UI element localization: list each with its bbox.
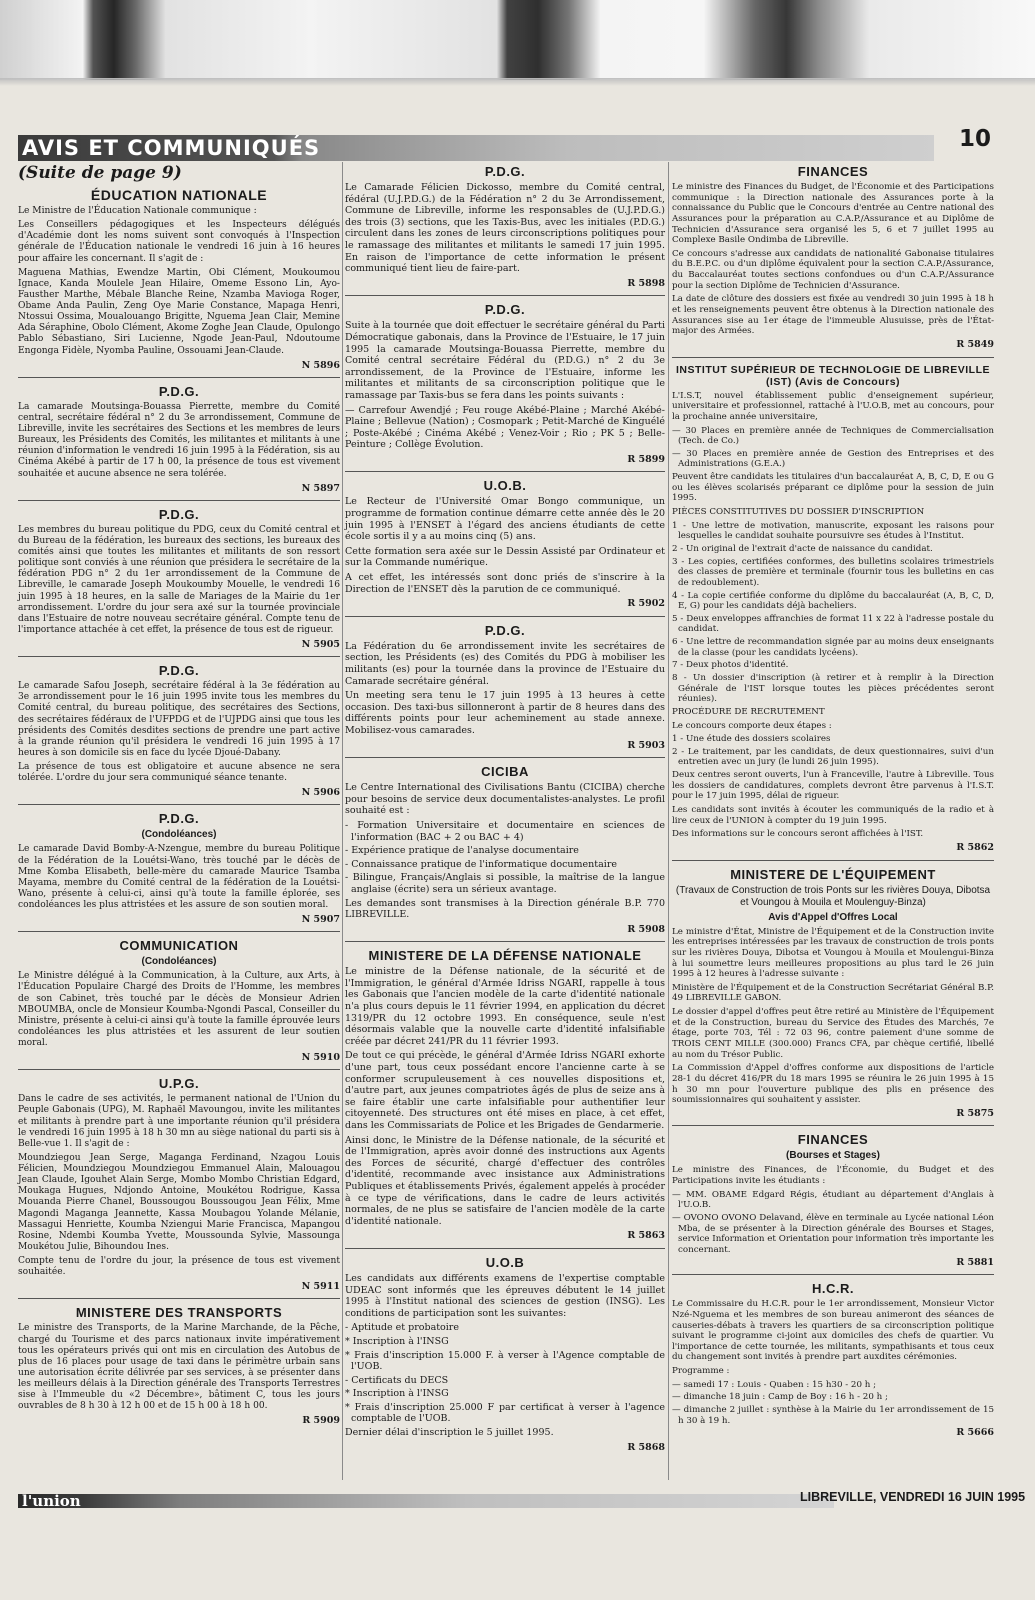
list-item: * Inscription à l'INSG <box>345 1388 449 1400</box>
notice-heading: P.D.G. <box>158 663 200 679</box>
notice-heading: FINANCES <box>797 164 869 179</box>
notice-text: Deux centres seront ouverts, l'un à Franceville, l'autre à Libreville. Tous les dossiers de candidatures, complets devront être parvenus à l'I.S.T. pour le 17 juin 1995, délai de rigueur. <box>672 770 994 802</box>
notice-text: Le ministre des Finances du Budget, de l'Économie et des Participations communique : la Direction nationale des Assurances porte à la connaissance du Public que le Concours d'entrée au Centre national des Assurances pour la préparation au C.A.P./Assurance et au Diplôme de Technicien d'Assurance sera organisé les 5, 6 et 7 juillet 1995 au Complexe Basile Ondimba de Libreville. <box>672 182 994 246</box>
list-item: — OVONO OVONO Delavand, élève en terminale au Lycée national Léon Mba, de se présenter à la Direction générale des Bourses et Stages, service Information et Orientation pour information très importante les concernant. <box>672 1213 994 1255</box>
notice-text: Les membres du bureau politique du PDG, ceux du Comité central et du Bureau de la fédération, les bureaux des sections, les bureaux des comités ainsi que toutes les militantes et militants de son ressort politique sont conviés à une réunion que présidera le secrétaire de la fédération PDG n° 2 du 1er arrondissement de la Commune de Libreville, le camarade Joseph Moukoumby Mouelle, le vendredi 16 juin 1995 à 18 heures, en la salle de Mariages de la Mairie du 1er arrondissement. L'ordre du jour sera axé sur la tournée provinciale dans l'Estuaire de notre nouveau secrétaire général. Compte tenu de l'importance attachée à cet effet, la présence de tous est de rigueur. <box>18 524 340 635</box>
list-item: — 30 Places en première année de Techniques de Commercialisation (Tech. de Co.) <box>672 425 994 447</box>
notice-transports <box>18 1305 340 1432</box>
column-1 <box>18 160 340 1439</box>
notice-finances-bourses <box>672 1132 994 1275</box>
notice-text: La Fédération du 6e arrondissement invite les secrétaires de section, les Présidents (es) des Comités du PDG à mobiliser les militants (es) pour la tournée dans la province de l'Estuaire du Camarade secrétaire général. <box>345 640 665 687</box>
list-item: — samedi 17 : Louis - Quaben : 15 h30 - 20 h ; <box>672 1379 877 1390</box>
notice-pdg <box>18 384 340 501</box>
notice-ref: N 5910 <box>301 1052 340 1064</box>
notice-ref: N 5906 <box>301 787 340 799</box>
notice-text: Le camarade Safou Joseph, secrétaire fédéral à la 3e fédération au 3e arrondissement pour le 16 juin 1995 invite tous les membres du Comité central, du bureau politique, des secrétaires des Sections, des secrétaires fédéraux de l'UFPDG et de l'UJPDG ainsi que tous les présidents des Comités desdites sections de prendre une part active à la grande réunion qu'il présidera le vendredi 16 juin 1995 à 17 heures à son domicile sis en face du lycée Djoué-Dabany. <box>18 681 340 758</box>
list-item: - Connaissance pratique de l'informatique documentaire <box>345 858 617 870</box>
notice-uob-udeac <box>345 1255 665 1459</box>
list-item: 7 - Deux photos d'identité. <box>672 660 789 671</box>
notice-subheading: (Condoléances) <box>141 829 217 841</box>
notice-upg <box>18 1076 340 1299</box>
notice-text: Peuvent être candidats les titulaires d'un baccalauréat A, B, C, D, E ou G ou les élèves scolarisés préparant ce diplôme pour la session de juin 1995. <box>672 472 994 504</box>
notice-text: Le ministre des Finances, de l'Économie, du Budget et des Participations invite les étudiants : <box>672 1165 994 1187</box>
notice-text: Des informations sur le concours seront affichées à l'IST. <box>672 829 924 840</box>
notice-ref: R 5909 <box>302 1415 340 1427</box>
notice-heading: H.C.R. <box>812 1281 854 1297</box>
notice-text: Le ministre de la Défense nationale, de la sécurité et de l'Immigration, le général d'Armée Idriss NGARI, rappelle à tous les Gabonais que l'ancien modèle de la carte d'identité nationale n'a plus cours depuis le 11 février 1994, en application du décret 1319/PR du 12 octobre 1993. En conséquence, seule n'est désormais valable que la nouvelle carte d'identité infalsifiable créée par décret 241/PR du 11 février 1993. <box>345 966 665 1047</box>
notice-text: Le Ministre de l'Éducation Nationale communique : <box>18 206 257 216</box>
notice-text: Les Conseillers pédagogiques et les Inspecteurs délégués d'Académie dont les noms suivent sont convoqués à l'Inspection générale de l'Éducation nationale le vendredi 16 juin à 16 heures pour affaire les concernant. Il s'agit de : <box>18 220 340 264</box>
notice-heading: P.D.G. <box>158 506 200 522</box>
list-item: - Certificats du DECS <box>345 1374 449 1386</box>
notice-heading: P.D.G. <box>484 164 526 179</box>
footer-date: LIBREVILLE, VENDREDI 16 JUIN 1995 <box>800 1490 1026 1504</box>
notice-heading: P.D.G. <box>484 302 526 318</box>
list-item: 8 - Un dossier d'inscription (à retirer et à remplir à la Direction Générale de l'IST lorsque toutes les pièces précédentes seront réunies). <box>672 672 994 705</box>
notice-text: A cet effet, les intéressés sont donc priés de s'inscrire à la Direction de l'ENSET dès la parution de ce communiqué. <box>345 572 665 595</box>
list-item: - Bilingue, Français/Anglais si possible, la maîtrise de la langue anglaise (écrite) sera un sérieux avantage. <box>345 872 665 895</box>
notice-heading: P.D.G. <box>158 811 200 827</box>
scan-top-edge <box>0 0 1035 80</box>
list-item: 1 - Une étude des dossiers scolaires <box>672 734 831 745</box>
notice-text: Ainsi donc, le Ministre de la Défense nationale, de la sécurité et de l'Immigration, après avoir donné des instructions aux Agents des Forces de sécurité, chargé d'effectuer des contrôles d'identité, recommande avec insistance aux Administrations Publiques et établissements Privés, également appelés à procéder à ce type de vérifications, dans le cadre de leurs activités normales, de ne plus se satisfaire de l'ancien modèle de la carte d'identité nationale. <box>345 1134 665 1227</box>
notice-text: Les candidats sont invités à écouter les communiqués de la radio et à lire ceux de l'UNION à compter du 19 juin 1995. <box>672 805 994 826</box>
notice-text: PIÈCES CONSTITUTIVES DU DOSSIER D'INSCRIPTION <box>672 507 925 518</box>
notice-heading: COMMUNICATION <box>119 938 239 954</box>
notice-text: De tout ce qui précède, le général d'Armée Idriss NGARI exhorte d'une part, tous ceux possédant encore l'ancienne carte à se conformer scrupuleusement à ces nouvelles dispositions et, d'autre part, aux jeunes compatriotes âgés de plus de seize ans à se faire établir une carte infalsifiable pour authentifier leur citoyenneté. Des structures ont été mises en place, à cet effet, dans les Commissariats de Police et les Brigades de Gendarmerie. <box>345 1050 665 1131</box>
list-item: 2 - Le traitement, par les candidats, de deux questionnaires, suivi d'un entretien avec un jury (le lundi 26 juin 1995). <box>672 746 994 768</box>
notice-text: Programme : <box>672 1366 730 1377</box>
notice-defense <box>345 948 665 1249</box>
list-item: - Formation Universitaire et documentaire en sciences de l'information (BAC + 2 ou BAC + 4) <box>345 819 665 843</box>
notice-heading: P.D.G. <box>484 622 526 638</box>
notice-text: Suite à la tournée que doit effectuer le secrétaire général du Parti Démocratique gabonais, dans la Province de l'Estuaire, le 17 juin 1995 la camarade Moutsinga-Bouassa Pierrette, membre du Comité central secrétaire Fédéral du (P.D.G.) n° 2 du 3e arrondissement, de la Province de l'Estuaire, informe les militantes et militants de sa circonscription politique que le ramassage par Taxis-bus se fera dans les points suivants : <box>345 320 665 401</box>
notice-heading: CICIBA <box>481 764 529 780</box>
notice-subheading: Avis d'Appel d'Offres Local <box>768 911 898 923</box>
list-item: 3 - Les copies, certifiées conformes, des bulletins scolaires trimestriels des classes de première et terminale (fournir tous les bulletins en cas de redoublement). <box>672 556 994 588</box>
notice-ref: N 5907 <box>301 914 340 926</box>
notice-heading: U.P.G. <box>158 1076 200 1092</box>
notice-ref: R 5908 <box>627 923 665 935</box>
notice-text: Le Recteur de l'Université Omar Bongo communique, un programme de formation continue démarre cette année dès le 20 juin 1995 à l'ENSET à l'égard des anciens étudiants de cette école sortis il y a au moins cinq (5) ans. <box>345 496 665 543</box>
notice-text: Ministère de l'Équipement et de la Construction Secrétariat Général B.P. 49 LIBREVILLE GABON. <box>672 982 994 1004</box>
notice-text: Moundziegou Jean Serge, Maganga Ferdinand, Nzagou Louis Félicien, Moundziegou Moundziegou Emmanuel Alain, Malouagou Jean Claude, Igouhet Alain Serge, Mombo Mombo Christian Edgard, Moukaga Hugues, Ndjondo Antoine, Moukétou Rodrigue, Kassa Mouanda Pierre Chanel, Boussougou Boussougou Jean Félix, Mme Magondi Maganga Jeannette, Kassa Moubagou Yolande Mélanie, Massagui Henriette, Koumba Nziengui Marie Francisca, Mapangou Rosine, Ndembi Koumba Yvette, Moussounda Sylvie, Massounga Moukétou Julie, Bihoundou Ines. <box>18 1152 340 1252</box>
notice-text: L'I.S.T, nouvel établissement public d'enseignement supérieur, universitaire et professionnel, rattaché à l'U.O.B, met au concours, pour la prochaine année universitaire, <box>672 390 994 422</box>
notice-text: Le ministre d'État, Ministre de l'Équipement et de la Construction invite les entreprises intéressées par les travaux de construction de trois ponts sur les rivières Douya, Dibotsa et Voungou à Mouila et Moulengui-Binza à lui soumettre leurs meilleures propositions au plus tard le 26 juin 1995 à 12 heures à l'adresse suivante : <box>672 926 994 980</box>
notice-ref: R 5863 <box>627 1230 665 1242</box>
notice-heading: INSTITUT SUPÉRIEUR DE TECHNOLOGIE DE LIBREVILLE (IST) (Avis de Concours) <box>675 363 991 388</box>
notice-ref: R 5898 <box>627 277 665 289</box>
notice-heading: P.D.G. <box>158 383 200 399</box>
continuation-note: (Suite de page 9) <box>18 163 182 183</box>
notice-text: Cette formation sera axée sur le Dessin Assisté par Ordinateur et sur la Commande numérique. <box>345 545 665 569</box>
notice-text: Dans le cadre de ses activités, le permanent national de l'Union du Peuple Gabonais (UPG), M. Raphaël Mavoungou, invite les militantes et militants à prendre part à une importante réunion qu'il présidera le vendredi 16 juin 1995 à 18 h 30 mn au siège national du parti sis à Belle-vue 1. Il s'agit de : <box>18 1094 340 1149</box>
notice-heading: MINISTERE DE LA DÉFENSE NATIONALE <box>368 948 642 964</box>
notice-education <box>18 188 340 378</box>
notice-text: Le Ministre délégué à la Communication, à la Culture, aux Arts, à l'Éducation Populaire Chargé des Droits de l'Homme, les membres de son Cabinet, très touché par le décès de Monsieur Adrien MBOUMBA, oncle de Monsieur Koumba-Ngondi Pascal, Conseiller du Ministre, présente à celui-ci ainsi qu'à toute la famille éprouvée leurs condoléances les plus attristées et les assurent de leur soutien moral. <box>18 971 340 1048</box>
notice-subheading: (Travaux de Construction de trois Ponts sur les rivières Douya, Dibotsa et Voungou à Mouila et Moulenguy-Binza) <box>675 884 991 908</box>
notice-ciciba <box>345 764 665 942</box>
notice-text: Le Commissaire du H.C.R. pour le 1er arrondissement, Monsieur Victor Nzé-Nguema et les membres de son bureau animeront des séances de causeries-débats à travers les quartiers de sa circonscription politique suivant le programme ci-joint aux domiciles des chefs de quartier. Vu l'importance de cette tournée, les militants, sympathisants et tous ceux du changement sont invités à prendre part auxdites cérémonies. <box>672 1299 994 1363</box>
newspaper-logo: l'union <box>22 1492 81 1510</box>
notice-heading: U.O.B. <box>483 478 527 494</box>
notice-equipement <box>672 867 994 1127</box>
notice-heading: U.O.B <box>485 1254 525 1270</box>
notice-ref: R 5902 <box>627 598 665 610</box>
notice-pdg <box>345 164 665 296</box>
notice-heading: MINISTERE DES TRANSPORTS <box>75 1305 283 1321</box>
footer-bar <box>18 1494 834 1508</box>
notice-text: — Carrefour Awendjé ; Feu rouge Akébé-Plaine ; Marché Akébé-Plaine ; Bellevue (Nation) ; Cosmopark ; Petit-Marché de Kinguélé ; Poste-Akébé ; Cinéma Akébé ; Venez-Voir ; Rio ; PK 5 ; Belle-Peinture ; Collège Évolution. <box>345 404 665 451</box>
notice-text: La camarade Moutsinga-Bouassa Pierrette, membre du Comité central, secrétaire fédéral n° 2 du 3e arrondissement, Commune de Libreville, invite les secrétaires des Sections et les membres de leurs Bureaux, les Présidents des Comités, les militantes et militants à une réunion d'information le vendredi 16 juin 1995 à la Fédération, sis au Cinéma Akébé à partir de 17 h 00, la présence de tous est vivement souhaitée et aucune absence ne sera tolérée. <box>18 401 340 479</box>
notice-text: Maguena Mathias, Ewendze Martin, Obi Clément, Moukoumou Ignace, Kanda Moulele Jean Hilaire, Omeme Essono Lin, Ayo-Fausther Marthe, Mébale Blanche Reine, Nzamba Mavioga Roger, Obame Anda Paulin, Zeng Oye Marie Constance, Mapaga Henri, Ntossui Ossima, Moualouango Brigitte, Nguema Jean Clair, Memine Ada Séraphine, Obolo Clément, Akome Zoghe Jean Claude, Opulongo Pablo Sébastiano, Siri Lucienne, Ngode Jean-Paul, Ndoutoume Engonga Fidèle, Nyomba Pauline, Ossouami Jean-Claude. <box>18 267 340 356</box>
list-item: 6 - Une lettre de recommandation signée par au moins deux enseignants de la classe (pour les candidats lycéens). <box>672 637 994 658</box>
page-number: 10 <box>958 126 991 152</box>
list-item: 4 - La copie certifiée conforme du diplôme du baccalauréat (A, B, C, D, E, G) pour les candidats déjà bacheliers. <box>672 590 994 612</box>
notice-text: Le camarade David Bomby-A-Nzengue, membre du bureau Politique de la Fédération de la Louétsi-Wano, très touché par le décès de Mme Komba Elisabeth, belle-mère du camarade Maurice Tsamba Mayama, membre du Comité central de la fédération de la Louétsi-Wano, présente à celui-ci, ainsi qu'à toute la famille éplorée, ses condoléances les plus attristées et les assure de son soutien moral. <box>18 844 340 910</box>
notice-pdg <box>345 302 665 472</box>
notice-communication <box>18 938 340 1070</box>
list-item: — dimanche 18 juin : Camp de Boy : 16 h - 20 h ; <box>672 1392 888 1403</box>
notice-heading: MINISTERE DE L'ÉQUIPEMENT <box>730 866 936 882</box>
notice-ref: R 5881 <box>956 1256 994 1268</box>
notice-ref: N 5896 <box>301 359 340 371</box>
notice-text: La Commission d'Appel d'offres conforme aux dispositions de l'article 28-1 du décret 416/PR du 18 mars 1995 se réunira le 26 juin 1995 à 15 h 30 mn pour l'ouverture publique des plis en présence des soumissionnaires qui souhaitent y assister. <box>672 1063 994 1106</box>
notice-text: La présence de tous est obligatoire et aucune absence ne sera tolérée. L'ordre du jour sera communiqué séance tenante. <box>18 762 340 784</box>
list-item: — dimanche 2 juillet : synthèse à la Mairie du 1er arrondissement de 15 h 30 à 19 h. <box>672 1405 994 1426</box>
list-item: * Frais d'inscription 15.000 F. à verser à l'Agence comptable de l'UOB. <box>345 1349 665 1373</box>
column-2 <box>345 160 665 1465</box>
list-item: — MM. OBAME Edgard Régis, étudiant au département d'Anglais à l'U.O.B. <box>672 1189 994 1211</box>
notice-text: Compte tenu de l'ordre du jour, la présence de tous est vivement souhaitée. <box>18 1256 340 1278</box>
notice-ref: N 5897 <box>301 482 340 494</box>
notice-text: Le Camarade Félicien Dickosso, membre du Comité central, fédéral (U.J.P.D.G.) de la Fédération n° 2 du 3e Arrondissement, Commune de Libreville, informe les responsables de (U.J.P.D.G.) des trois (3) sections, que les Taxis-Bus, avec les initiales (P.D.G.) circulent dans les zones de leurs circonscriptions politiques pour le ramassage des militantes et militants le samedi 17 juin 1995. En raison de l'importance de cette information le présent communiqué tient lieu de faire-part. <box>345 182 665 275</box>
list-item: — 30 Places en première année de Gestion des Entreprises et des Administrations (G.E.A.) <box>672 448 994 470</box>
notice-ref: N 5905 <box>301 639 340 650</box>
notice-ref: N 5911 <box>301 1281 340 1293</box>
list-item: * Inscription à l'INSG <box>345 1335 449 1347</box>
column-3 <box>672 160 994 1451</box>
notice-pdg <box>345 623 665 758</box>
notice-text: Ce concours s'adresse aux candidats de nationalité Gabonaise titulaires du B.E.P.C. ou d'un diplôme équivalent pour la section C.A.P./Assurance, du Baccalauréat toutes sections confondues ou d'un C.A.P./Assurance pour la section Diplôme de Technicien d'Assurance. <box>672 248 994 291</box>
notice-finances <box>672 164 994 358</box>
notice-ref: R 5868 <box>627 1441 665 1453</box>
notice-text: PROCÉDURE DE RECRUTEMENT <box>672 706 825 717</box>
notice-text: Dernier délai d'inscription le 5 juillet 1995. <box>345 1427 554 1439</box>
notice-ref: R 5849 <box>956 338 994 350</box>
notice-text: Le ministre des Transports, de la Marine Marchande, de la Pêche, chargé du Tourisme et des parcs nationaux invite impérativement tous les opérateurs privés qui ont mis en circulation des Autobus de plus de 16 places pour usage de taxi dans le périmètre urbain sans une autorisation écrite délivrée par ses services, à se présenter dans les meilleurs délais à la Direction générale des Transports Terrestres sise à l'Immeuble du «2 Décembre», bâtiment C, tous les jours ouvrables de 8 h 30 à 12 h 00 et de 15 h 00 à 18 h 00. <box>18 1323 340 1412</box>
list-item: - Expérience pratique de l'analyse documentaire <box>345 845 579 857</box>
notice-text: Le Centre International des Civilisations Bantu (CICIBA) cherche pour besoins de service deux documentalistes-analystes. Le profil souhaité est : <box>345 782 665 817</box>
notice-ref: R 5903 <box>627 739 665 751</box>
notice-pdg <box>18 663 340 805</box>
notice-ref: R 5862 <box>956 841 994 853</box>
notice-text: Le dossier d'appel d'offres peut être retiré au Ministère de l'Équipement et de la Construction, bureau du Service des Études des Marchés, 7e étage, porte 703, Tél : 72 03 96, contre paiement d'une somme de TROIS CENT MILLE (300.000) Francs CFA, par chèque certifié, libellé au nom du Trésor Public. <box>672 1007 994 1060</box>
notice-text: Les demandes sont transmises à la Direction générale B.P. 770 LIBREVILLE. <box>345 897 665 921</box>
notice-uob <box>345 478 665 616</box>
list-item: * Frais d'inscription 25.000 F par certificat à verser à l'agence comptable de l'UOB. <box>345 1401 665 1425</box>
notice-pdg <box>18 507 340 657</box>
column-rule <box>342 162 343 1480</box>
notice-text: Le concours comporte deux étapes : <box>672 720 832 731</box>
notice-ref: R 5899 <box>627 453 665 465</box>
notice-heading: ÉDUCATION NATIONALE <box>90 187 268 203</box>
notice-pdg-condoleances <box>18 811 340 932</box>
list-item: - Aptitude et probatoire <box>345 1322 459 1334</box>
notice-text: Les candidats aux différents examens de l'expertise comptable UDEAC sont informés que les épreuves débutent le 14 juillet 1995 à l'Institut national des sciences de gestion (INSG). Les conditions de participation sont les suivantes: <box>345 1272 665 1319</box>
section-title: AVIS ET COMMUNIQUÉS <box>22 136 321 160</box>
list-item: 1 - Une lettre de motivation, manuscrite, exposant les raisons pour lesquelles le candidat souhaite poursuivre ses études à l'Institut. <box>672 520 994 542</box>
notice-ref: R 5666 <box>956 1427 994 1439</box>
notice-text: La date de clôture des dossiers est fixée au vendredi 30 juin 1995 à 18 h et les renseignements peuvent être obtenus à la Direction nationale des Assurances sise au 1er étage de l'immeuble Alusuisse, près de l'État-major des Armées. <box>672 294 994 337</box>
notice-hcr <box>672 1281 994 1445</box>
list-item: 5 - Deux enveloppes affranchies de format 11 x 22 à l'adresse postale du candidat. <box>672 613 994 635</box>
notice-ist <box>672 364 994 861</box>
column-rule <box>668 162 669 1480</box>
notice-text: Un meeting sera tenu le 17 juin 1995 à 13 heures à cette occasion. Des taxi-bus sillonneront à partir de 8 heures dans des différents points pour leur acheminement au stade annexe. Mobilisez-vous camarades. <box>345 690 665 736</box>
notice-heading: FINANCES <box>797 1132 869 1148</box>
list-item: 2 - Un original de l'extrait d'acte de naissance du candidat. <box>672 543 933 554</box>
notice-subheading: (Bourses et Stages) <box>786 1150 880 1162</box>
notice-subheading: (Condoléances) <box>141 956 217 968</box>
notice-ref: R 5875 <box>956 1107 994 1119</box>
